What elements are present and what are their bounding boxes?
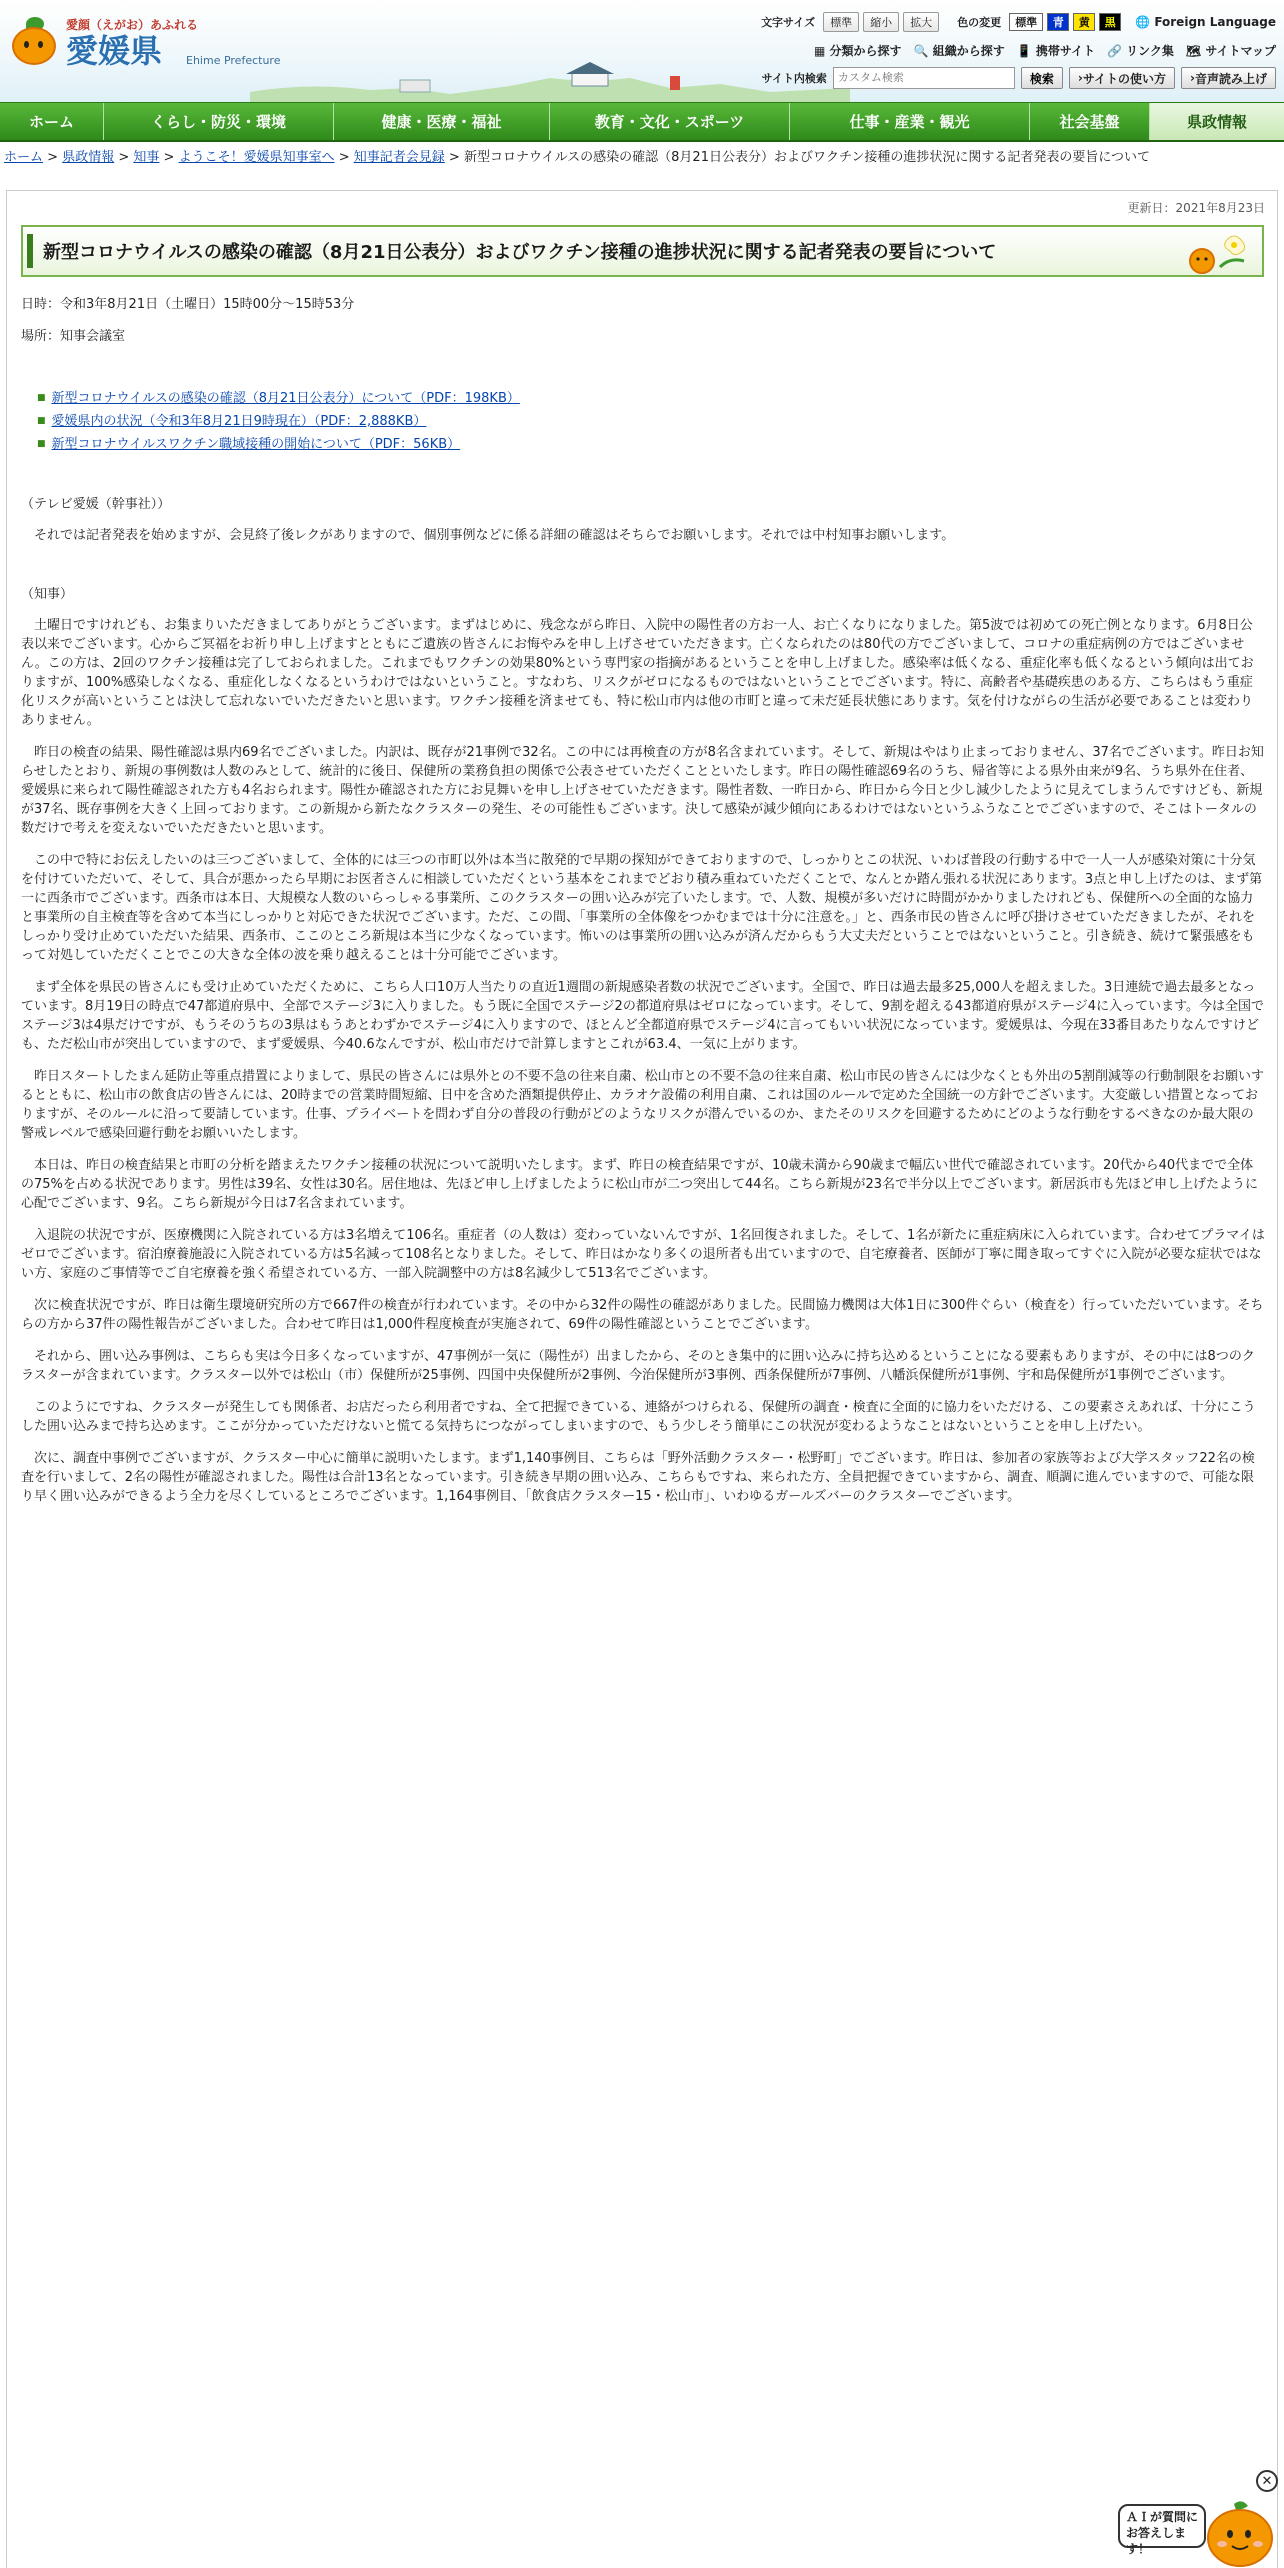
list-item <box>37 433 520 456</box>
paragraph-7: 入退院の状況ですが、医療機関に入院されている方は3名増えて106名。重症者（の人数は）変わっていないんですが、1名回復されました。そして、1名が新たに重症病床に入られています。合わせてプラマイはゼロでございます。宿泊療養施設に入院されている方は5名減って108名となりました。そして、昨日はかなり多くの退所者も出ていますので、自宅療養者、医師が丁寧に聞き取ってすぐに入院が必要な症状ではない方、家庭のご事情等でご自宅療養を強く希望されている方、一部入院調整中の方は8名減少して513名でございます。 <box>21 1228 1265 1281</box>
color-yellow-button[interactable]: 黄 <box>1073 13 1095 31</box>
breadcrumb-governor[interactable]: 知事 <box>133 150 160 165</box>
paragraph-8: 次に検査状況ですが、昨日は衛生環境研究所の方で667件の検査が行われています。その中から32件の陽性の確認がありました。民間協力機関は大体1日に300件ぐらい（検査を）行っていただいています。そちらの方から37件の陽性報告がございました。合わせて昨日は1,000件程度検査が実施されて、69件の陽性確認ということでございます。 <box>21 1298 1264 1332</box>
font-small-button[interactable]: 縮小 <box>863 12 899 32</box>
paragraph-6: 本日は、昨日の検査結果と市町の分析を踏まえたワクチン接種の状況について説明いたします。まず、昨日の検査結果ですが、10歳未満から90歳まで幅広い世代で確認されています。20代から40代までで全体の75%を占める状況であります。男性は39名、女性は30名。居住地は、先ほど申し上げましたように松山市が二つ突出して44名。こちら新規が23名で半分以上でございます。新居浜市も先ほど申し上げたように心配でございます、9名。こちら新規が今日は7名含まれています。 <box>21 1158 1258 1211</box>
pdf-link-infection[interactable]: 新型コロナウイルスの感染の確認（8月21日公表分）について（PDF：198KB） <box>51 391 520 406</box>
breadcrumb-current: 新型コロナウイルスの感染の確認（8月21日公表分）およびワクチン接種の進捗状況に関する記者発表の要旨について <box>463 150 1151 165</box>
nav-health[interactable]: 健康・医療・福祉 <box>334 103 550 140</box>
mikan-flower-icon <box>1182 231 1252 275</box>
list-item <box>37 410 520 433</box>
paragraph-4: まず全体を県民の皆さんにも受け止めていただくために、こちら人口10万人当たりの直近1週間の新規感染者数の状況でございます。全国で、昨日は過去最多25,000人を超えました。3日連続で過去最多となっています。8月19日の時点で47都道府県中、全部でステージ3に入りました。もう既に全国でステージ2の都道府県はゼロになっています。そして、9割を超える43都道府県がステージ4に入っています。今は全国でステージ3は4県だけですが、もうそのうちの3県はもうあとわずかでステージ4に入りますので、ほとんど全都道府県でステージ4に言ってもいい状況になっています。愛媛県は、今現在33番目あたりなんですけども、ただ松山市が突出していますので、まず愛媛県、今40.6なんですが、松山市だけで計算しますとこれが63.4、一気に上がります。 <box>21 980 1265 1052</box>
meeting-date: 日時：令和3年8月21日（土曜日）15時00分～15時53分 <box>21 297 355 312</box>
nav-prefectural-info[interactable]: 県政情報 <box>1150 103 1284 140</box>
site-search <box>762 67 1276 89</box>
search-button[interactable]: 検索 <box>1021 67 1063 89</box>
site-usage-button[interactable]: › サイトの使い方 <box>1069 67 1175 89</box>
links-page-link[interactable]: 🔗 リンク集 <box>1107 44 1174 58</box>
category-search-link[interactable]: ▦ 分類から探す <box>814 44 902 58</box>
nav-infrastructure[interactable]: 社会基盤 <box>1030 103 1150 140</box>
nav-education[interactable]: 教育・文化・スポーツ <box>550 103 790 140</box>
voice-readout-button[interactable]: › 音声読み上げ <box>1181 67 1276 89</box>
color-change-label: 色の変更 <box>957 16 1002 29</box>
pdf-link-status[interactable]: 愛媛県内の状況（令和3年8月21日9時現在）（PDF：2,888KB） <box>51 414 427 429</box>
nav-home[interactable]: ホーム <box>0 103 104 140</box>
speaker-tv-ehime: （テレビ愛媛（幹事社）） <box>21 497 171 512</box>
breadcrumb-press-conference[interactable]: 知事記者会見録 <box>353 150 445 165</box>
mikan-mascot-icon <box>8 17 60 69</box>
global-nav <box>0 102 1284 142</box>
intro-paragraph: それでは記者発表を始めますが、会見終了後レクがありますので、個別事例などに係る詳細の確認はそちらでお願いします。それでは中村知事お願いします。 <box>34 528 955 543</box>
paragraph-11: 次に、調査中事例でございますが、クラスター中心に簡単に説明いたします。まず1,140事例目、こちらは「野外活動クラスター・松野町」でございます。昨日は、参加者の家族等および大学スタッフ22名の検査を行いまして、2名の陽性が確認されました。陽性は合計13名となっています。引き続き早期の囲い込み、こちらもですね、来られた方、全員把握できていますから、調査、順調に進んでいますので、可能な限り早く囲い込みができるよう全力を尽くしているところでございます。1,164事例目、「飲食店クラスター15・松山市」、いわゆるガールズバーのクラスターでございます。 <box>21 1451 1255 1504</box>
ai-chat-bubble[interactable]: ＡＩが質問にお答えします！ <box>1118 2504 1206 2548</box>
color-blue-button[interactable]: 青 <box>1047 13 1069 31</box>
nav-work[interactable]: 仕事・産業・観光 <box>790 103 1030 140</box>
pdf-links <box>37 387 520 456</box>
font-standard-button[interactable]: 標準 <box>823 12 859 32</box>
color-black-button[interactable]: 黒 <box>1099 13 1121 31</box>
transcript <box>21 495 1265 1519</box>
page-title: 新型コロナウイルスの感染の確認（8月21日公表分）およびワクチン接種の進捗状況に関する記者発表の要旨について <box>43 242 997 263</box>
main-content <box>6 190 1278 2568</box>
paragraph-10: このようにですね、クラスターが発生しても関係者、お店だったら利用者ですね、全て把握できている、連絡がつけられる、保健所の調査・検査に全面的に協力をいただける、この要素さえあれば、十分にこうした囲い込みまで持ち込めます。ここが分かっていただけないと慌てる気持ちにつながってしまいますので、もう少しそう簡単にこの状況が変わるようなことはないということを申し上げたい。 <box>21 1400 1256 1434</box>
color-standard-button[interactable]: 標準 <box>1009 13 1043 31</box>
speaker-governor: （知事） <box>21 587 74 602</box>
ai-chat-widget[interactable] <box>1118 2470 1278 2568</box>
accessibility-tools <box>747 12 1276 32</box>
castle-skyline-icon <box>250 58 850 102</box>
globe-icon: 🌐 <box>1135 15 1155 29</box>
font-large-button[interactable]: 拡大 <box>903 12 939 32</box>
list-item <box>37 387 520 410</box>
paragraph-9: それから、囲い込み事例は、こちらも実は今日多くなっていますが、47事例が一気に（陽性が）出ましたから、そのとき集中的に囲い込みに持ち込めるということになる要素もありますが、その中には8つのクラスターが含まれています。クラスター以外では松山（市）保健所が25事例、四国中央保健所が2事例、今治保健所が3事例、西条保健所が7事例、八幡浜保健所が1事例、宇和島保健所が1事例でございます。 <box>21 1349 1255 1383</box>
mikan-chatbot-icon[interactable] <box>1204 2500 1274 2568</box>
breadcrumb-prefectural-info[interactable]: 県政情報 <box>62 150 115 165</box>
breadcrumb-home[interactable]: ホーム <box>4 150 44 165</box>
page-title-box <box>21 225 1264 277</box>
sitemap-link[interactable]: 🗺 サイトマップ <box>1185 44 1276 58</box>
site-header <box>0 0 1284 102</box>
pdf-link-vaccine[interactable]: 新型コロナウイルスワクチン職域接種の開始について（PDF：56KB） <box>51 437 461 452</box>
paragraph-3: この中で特にお伝えしたいのは三つございまして、全体的には三つの市町以外は本当に散発的で早期の探知ができておりますので、しっかりとこの状況、いわば普段の行動する中で一人一人が感染対策に十分気を付けていただいて、そして、具合が悪かったら早期にお医者さんに相談していただくという基本をこれまでどおり積み重ねていただくことで、なんとか踏ん張れる状況にあります。3点と申し上げたのは、まず第一に西条市でございます。西条市は本日、大規模な人数のいらっしゃる事業所、このクラスターの囲い込みが完了いたします。で、人数、規模が多いだけに時間がかかりましたけれども、保健所への全面的な協力と事業所の自主検査等を含めて本当にしっかりと対応できた状況でございます。ただ、この間、「事業所の全体像をつかむまでは十分に注意を。」と、西条市民の皆さんに呼び掛けさせていただきましたが、それをしっかり受け止めていただいた結果、西条市、ここのところ新規は本当に少なくなっています。怖いのは事業所の囲い込みが済んだからもう大丈夫だということではないということ。引き続き、続けて緊張感をもって対処していただくことでこの大きな全体の波を乗り越えることは十分可能でございます。 <box>21 853 1263 963</box>
close-icon[interactable]: ✕ <box>1256 2470 1278 2492</box>
header-links <box>814 42 1276 59</box>
logo-english: Ehime Prefecture <box>186 54 281 67</box>
search-input[interactable] <box>833 67 1015 89</box>
mobile-site-link[interactable]: 📱 携帯サイト <box>1016 44 1095 58</box>
foreign-language-link[interactable]: 🌐 Foreign Language <box>1135 15 1276 29</box>
breadcrumb-governor-office[interactable]: ようこそ！愛媛県知事室へ <box>178 150 335 165</box>
breadcrumb: ホーム > 県政情報 > 知事 > ようこそ！愛媛県知事室へ > 知事記者会見録 > 新型コロナウイルスの感染の確認（8月21日公表分）およびワクチン接種の進捗状況に関する記者発表の要旨について <box>4 150 1151 165</box>
site-logo[interactable] <box>8 16 198 69</box>
nav-living[interactable]: くらし・防災・環境 <box>104 103 334 140</box>
paragraph-2: 昨日の検査の結果、陽性確認は県内69名でございました。内訳は、既存が21事例で32名。この中には再検査の方が8名含まれています。そして、新規はやはり止まっておりません、37名でございます。昨日お知らせしたとおり、新規の事例数は人数のみとして、統計的に後日、保健所の業務負担の関係で公表させていただくことといたします。昨日の陽性確認69名のうち、帰省等による県外由来が9名、うち県外在住者、愛媛県に来られて陽性確認された方も4名おられます。陽性か確認された方にお見舞いを申し上げさせていただきます。陽性者数、一昨日から、昨日から今日と少し減少したように見えてしまうんですけども、新規が37名、既存事例を大きく上回っております。この新規から新たなクラスターの発生、その可能性もございます。決して感染が減少傾向にあるわけではないというふうなことでございますので、そこはトータルの数だけで考えを変えないでいただきたいと思います。 <box>21 745 1264 836</box>
meeting-place: 場所：知事会議室 <box>21 329 126 344</box>
updated-date: 更新日：2021年8月23日 <box>1127 201 1265 215</box>
paragraph-5: 昨日スタートしたまん延防止等重点措置によりまして、県民の皆さんには県外との不要不急の往来自粛、松山市との不要不急の往来自粛、松山市民の皆さんには少なくとも外出の5割削減等の行動制限をお願いするとともに、松山市の飲食店の皆さんには、20時までの営業時間短縮、日中を含めた酒類提供停止、カラオケ設備の利用自粛、これは国のルールで定めた全国統一の方針でございます。大変厳しい措置となっておりますが、そのルールに沿って要請しています。仕事、プライベートを問わず自分の普段の行動がどのようなリスクが潜んでいるのか、またそのリスクを回避するためにどのような行動をするべきなのか最大限の警戒レベルで感染回避行動をお願いいたします。 <box>21 1069 1265 1141</box>
logo-tagline: 愛顔（えがお）あふれる <box>66 18 199 32</box>
font-size-label: 文字サイズ <box>761 16 816 29</box>
paragraph-1: 土曜日ですけれども、お集まりいただきましてありがとうございます。まずはじめに、残念ながら昨日、入院中の陽性者の方お一人、お亡くなりになりました。第5波では初めての死亡例となります。6月8日公表以来でございます。心からご冥福をお祈り申し上げますとともにご遺族の皆さんにお悔やみを申し上げさせていただきます。亡くなられたのは80代の方でございまして、コロナの重症病例の方ではございません。この方は、2回のワクチン接種は完了しておられました。これまでもワクチンの効果80%という専門家の指摘があるということを申し上げました。感染率は低くなる、重症化率も低くなるという傾向は出ておりますが、100%感染しなくなる、重症化しなくなるというわけではないということ。すなわち、リスクがゼロになるものではないということでございます。特に、高齢者や基礎疾患のある方、こちらはもう重症化リスクが高いということは決して忘れないでいただきたいと思います。ワクチン接種を済ませても、特に松山市内は他の市町と違って未だ延長状態にあります。気を付けながらの生活が必要であることは変わりありません。 <box>21 618 1254 728</box>
organization-search-link[interactable]: 🔍 組織から探す <box>913 44 1005 58</box>
logo-name: 愛媛県 <box>66 32 163 70</box>
search-label: サイト内検索 <box>761 72 827 85</box>
